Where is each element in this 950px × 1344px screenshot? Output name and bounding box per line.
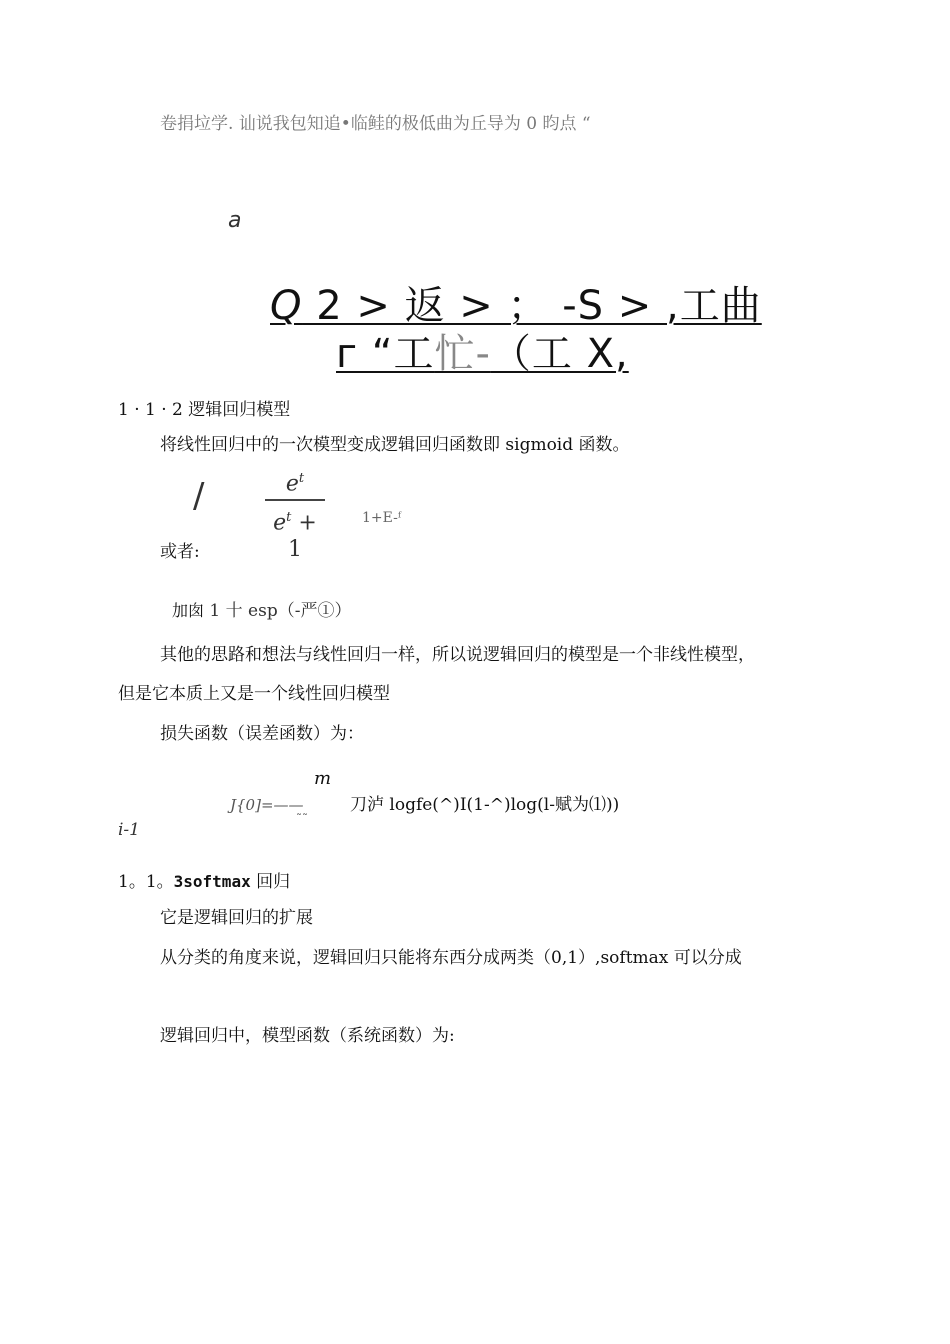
paragraph-nonlinear-line-1: 其他的思路和想法与线性回归一样，所以说逻辑回归的模型是一个非线性模型， — [160, 645, 755, 665]
formula-q: Q — [270, 283, 303, 329]
formula-line2-c: （工 X, — [490, 331, 629, 377]
top-text-line: 卷捐垃学. 讪说我包知追•临鲑的极低曲为丘导为 0 昀点 “ — [160, 114, 591, 134]
loss-function-label: 损失函数（误差函数）为： — [160, 724, 364, 744]
section-heading-112 — [118, 395, 290, 420]
or-label: 或者: — [160, 542, 200, 562]
formula-line1-rest: 2 > 返 > ； -S > ,工曲 — [302, 283, 762, 329]
paragraph-softmax-ext: 它是逻辑回归的扩展 — [160, 908, 313, 928]
formula-line2-a: г “工 — [336, 331, 435, 377]
slash-symbol: / — [193, 476, 205, 516]
symbol-a: a — [228, 208, 242, 233]
loss-j: J{0]=—— — [230, 796, 304, 814]
alt-sigmoid-expression: 1+E-ᶠ — [362, 510, 401, 526]
loss-m: m — [314, 768, 332, 789]
paragraph-nonlinear-line-2: 但是它本质上又是一个线性回归模型 — [118, 684, 390, 704]
big-formula-line-1 — [270, 284, 762, 328]
formula-line2-b: 忙- — [434, 331, 491, 377]
fraction-denominator: $e^t + 1$ — [273, 510, 317, 562]
section-title: 逻辑回归模型 — [188, 400, 291, 420]
formula-2: 加囱 1 十 esp（-严①） — [172, 601, 352, 621]
fraction-bar — [265, 499, 325, 501]
loss-index: i-1 — [118, 820, 140, 840]
section-heading-113: 1。1。3softmax 回归 — [118, 872, 291, 892]
paragraph-model-function: 逻辑回归中，模型函数（系统函数）为: — [160, 1026, 455, 1046]
section-number: 1 · 1 · 2 — [118, 400, 183, 420]
loss-tilde: ˜˜ — [296, 812, 308, 826]
big-formula-line-2 — [336, 332, 629, 376]
loss-expression: 刀泸 logfe(^)I(1-^)log(l-赋为⑴)) — [350, 795, 620, 815]
fraction-numerator: $e^t$ — [285, 471, 305, 497]
paragraph-softmax-classes: 从分类的角度来说，逻辑回归只能将东西分成两类（0,1）,softmax 可以分成 — [160, 948, 742, 968]
sigmoid-fraction — [265, 466, 325, 563]
paragraph-sigmoid-intro: 将线性回归中的一次模型变成逻辑回归函数即 sigmoid 函数。 — [160, 435, 630, 455]
